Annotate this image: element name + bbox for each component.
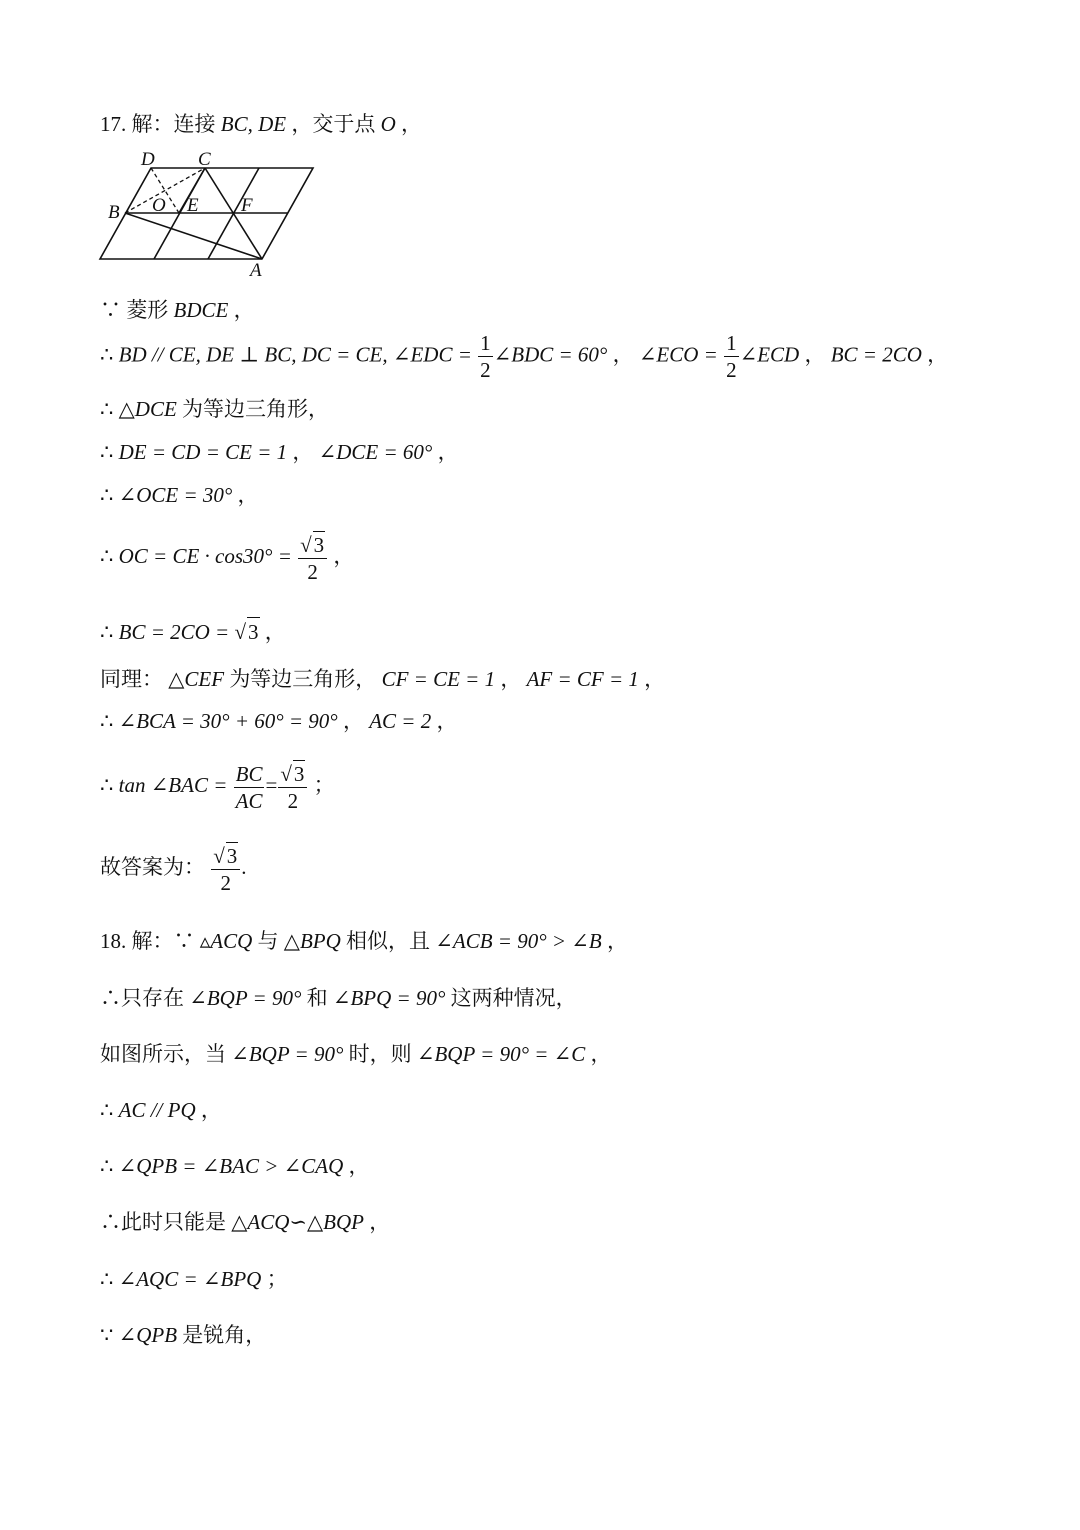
therefore: ∴ — [100, 397, 114, 421]
radicand: 3 — [293, 762, 305, 786]
text: ， — [500, 667, 522, 691]
text: 为等边三角形， — [229, 667, 377, 691]
p18-line-6 — [100, 1265, 288, 1293]
sqrt-sign: √ — [213, 844, 225, 868]
math: ∠BQP = 90° = ∠C — [416, 1042, 586, 1066]
math: ∠ECO = — [638, 342, 718, 367]
math: △BPQ — [283, 929, 341, 953]
p18-line-4 — [100, 1152, 370, 1180]
text: 17. 解：连接 — [100, 112, 216, 136]
math: △ACQ∽△BQP — [231, 1210, 364, 1234]
text: ， — [644, 667, 666, 691]
math: ∠BPQ = 90° — [332, 986, 446, 1010]
num: BC — [235, 761, 263, 786]
text: ； — [266, 1267, 288, 1291]
text: 同理： — [100, 667, 163, 691]
text: ， — [590, 1042, 612, 1066]
text: ； — [313, 772, 335, 797]
therefore: ∴ — [100, 1154, 114, 1178]
p18-line-3 — [100, 1096, 222, 1124]
den: 2 — [307, 560, 318, 584]
text: ， — [264, 620, 286, 644]
text: ， — [348, 1154, 370, 1178]
equals: = — [265, 772, 278, 797]
text: 这两种情况， — [450, 986, 577, 1010]
radicand: 3 — [313, 533, 325, 557]
text: ， — [237, 483, 259, 507]
math: ∠BCA = 30° + 60° = 90° — [118, 709, 338, 733]
therefore: ∴ — [100, 1098, 114, 1122]
label-o: O — [152, 195, 166, 216]
text: 18. 解：∵ — [100, 929, 195, 953]
label-b: B — [108, 202, 120, 223]
sqrt-sign: √ — [300, 533, 312, 557]
text: 时，则 — [348, 1042, 412, 1066]
problem-18-heading — [100, 927, 628, 955]
den: 2 — [220, 871, 232, 895]
text: 是锐角， — [182, 1323, 267, 1347]
p17-line-9 — [100, 707, 457, 735]
math: BDCE — [173, 298, 229, 322]
math: △DCE — [118, 397, 177, 421]
den: 2 — [480, 358, 491, 382]
p17-answer — [100, 842, 247, 896]
math: tan ∠BAC = — [118, 772, 228, 797]
p17-line-5 — [100, 481, 259, 509]
math: AC = 2 — [369, 709, 432, 733]
den: 2 — [287, 789, 299, 813]
p18-line-1 — [100, 984, 577, 1012]
math: O — [380, 112, 396, 136]
p17-line-4 — [100, 438, 459, 466]
math: ∠DCE = 60° — [318, 440, 433, 464]
text: ， — [606, 929, 628, 953]
text: ， — [436, 709, 458, 733]
math: ∠AQC = ∠BPQ — [118, 1267, 262, 1291]
math: CF = CE = 1 — [381, 667, 496, 691]
math: △CEF — [168, 667, 225, 691]
label-f: F — [241, 195, 253, 216]
text: . — [241, 854, 247, 879]
text: ， — [233, 298, 255, 322]
therefore: ∴ — [100, 543, 114, 568]
text: ， — [612, 342, 634, 367]
therefore: ∴ — [100, 620, 114, 644]
text: ， — [927, 342, 949, 367]
text: ， — [200, 1098, 222, 1122]
p17-line-10 — [100, 760, 335, 814]
math: ∠BDC = 60° — [493, 342, 608, 367]
p17-line-3 — [100, 395, 329, 423]
text: ， — [342, 709, 364, 733]
text: 和 — [306, 986, 328, 1010]
radicand: 3 — [247, 617, 260, 646]
p18-line-5 — [100, 1208, 390, 1236]
segment-ba — [125, 213, 262, 259]
problem-17-heading — [100, 110, 422, 138]
fraction-sqrt3-over-2 — [298, 531, 327, 585]
therefore: ∴ — [100, 1267, 114, 1291]
radicand: 3 — [226, 844, 238, 868]
sqrt-sign: √ — [280, 762, 292, 786]
text: ， — [804, 342, 826, 367]
num: 1 — [480, 331, 491, 355]
text: ∵ 菱形 — [100, 298, 169, 322]
fraction-half — [724, 330, 739, 383]
math: ∠QPB = ∠BAC > ∠CAQ — [118, 1154, 344, 1178]
math: AC // PQ — [118, 1098, 196, 1122]
label-e: E — [187, 195, 199, 216]
sqrt-sign: √ — [234, 620, 247, 644]
label-d: D — [141, 149, 155, 170]
math: ∠QPB — [118, 1323, 178, 1347]
text: ， — [333, 543, 355, 568]
p17-line-1 — [100, 296, 255, 324]
math: BC = 2CO = — [118, 620, 230, 644]
p18-line-7 — [100, 1321, 266, 1349]
math: AF = CF = 1 — [526, 667, 639, 691]
math: ∠BQP = 90° — [189, 986, 302, 1010]
answer-fraction — [211, 842, 240, 896]
math: BC, DE — [220, 112, 287, 136]
num — [211, 842, 240, 870]
den: 2 — [726, 358, 737, 382]
math: BD // CE, DE ⊥ BC, DC = CE, ∠EDC = — [118, 342, 472, 367]
text: ，交于点 — [291, 112, 376, 136]
therefore: ∴ — [100, 772, 114, 797]
p18-line-2 — [100, 1040, 612, 1068]
label-a: A — [250, 260, 262, 281]
therefore: ∴ — [100, 440, 114, 464]
text: ， — [369, 1210, 391, 1234]
text: 故答案为： — [100, 854, 205, 879]
num: 1 — [726, 331, 737, 355]
text: ， — [401, 112, 422, 136]
num — [278, 760, 307, 788]
because: ∵ — [100, 1323, 114, 1347]
fraction-sqrt3-over-2 — [278, 760, 307, 814]
text: ∴此时只能是 — [100, 1210, 226, 1234]
therefore: ∴ — [100, 709, 114, 733]
fraction-half — [478, 330, 493, 383]
math: BC = 2CO — [830, 342, 922, 367]
math: OC = CE · cos30° = — [118, 543, 292, 568]
math: ∠OCE = 30° — [118, 483, 233, 507]
label-c: C — [198, 149, 211, 170]
therefore: ∴ — [100, 483, 114, 507]
rhombus-grid-figure — [95, 145, 335, 285]
text: 与 — [257, 929, 279, 953]
text: ， — [437, 440, 459, 464]
math: ∠BQP = 90° — [231, 1042, 344, 1066]
p17-line-6 — [100, 531, 354, 585]
text: 如图所示，当 — [100, 1042, 226, 1066]
num — [298, 531, 327, 559]
therefore: ∴ — [100, 342, 114, 367]
text: 相似，且 — [346, 929, 431, 953]
math: ∠ECD — [739, 342, 800, 367]
math: DE = CD = CE = 1 — [118, 440, 288, 464]
den: AC — [235, 788, 263, 813]
text: ∴只存在 — [100, 986, 184, 1010]
math: ∠ACB = 90° > ∠B — [435, 929, 602, 953]
text: ， — [292, 440, 314, 464]
text: 为等边三角形， — [182, 397, 330, 421]
p17-line-8 — [100, 665, 665, 693]
math: ▵ACQ — [199, 929, 253, 953]
p17-line-2 — [100, 330, 948, 383]
p17-line-7 — [100, 617, 286, 646]
fraction-bc-over-ac — [234, 761, 265, 814]
